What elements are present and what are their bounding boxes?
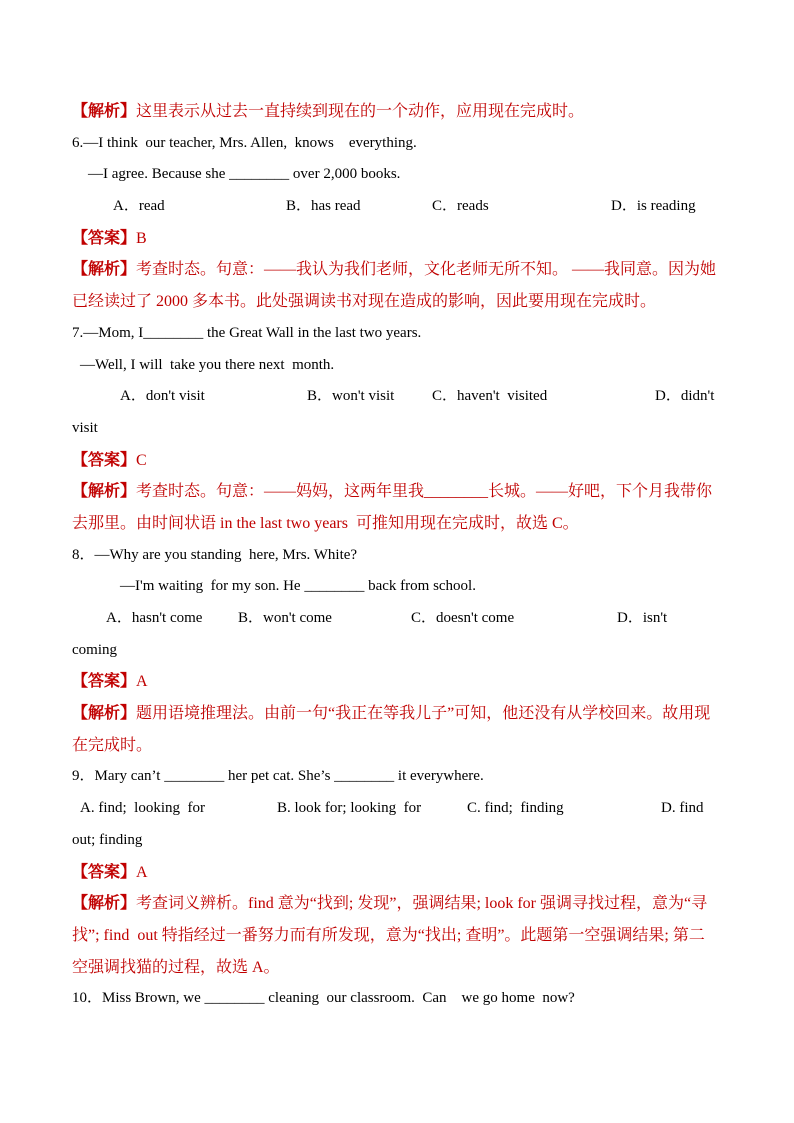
- analysis-body: 考查词义辨析。find 意为“找到; 发现”，强调结果; look for 强调寻找过程，意为“寻: [136, 895, 708, 913]
- option-a: A．read: [113, 198, 165, 215]
- question-8-options: [0, 603, 794, 635]
- answer-text: [72, 666, 148, 698]
- answer-value: A: [136, 673, 148, 691]
- dialogue-reply: —Well, I will take you there next month.: [80, 356, 335, 373]
- question-8-dialogue: [0, 571, 794, 603]
- option-a: A．hasn't come: [106, 610, 203, 626]
- answer-label: 【答案】: [72, 673, 137, 691]
- question-9-answer: [0, 857, 794, 889]
- question-8-analysis: [0, 698, 794, 730]
- answer-value: C: [136, 451, 147, 469]
- question-6-options: [0, 191, 794, 223]
- question-8-analysis-cont: [0, 730, 794, 762]
- question-stem: 9．Mary can’t ________ her pet cat. She’s ________ it everywhere.: [72, 768, 484, 785]
- analysis-label: 【解析】: [72, 261, 137, 279]
- analysis-body: 空强调找猫的过程，故选 A。: [72, 958, 280, 976]
- question-9-analysis: [0, 888, 794, 920]
- analysis-body: 考查时态。句意：——我认为我们老师，文化老师无所不知。 ——我同意。因为她: [136, 261, 717, 279]
- exercise-content: [0, 96, 794, 1015]
- analysis-line: [0, 96, 794, 128]
- option-d: D. find: [661, 800, 704, 817]
- answer-label: 【答案】: [72, 229, 137, 247]
- option-c: C．haven't visited: [432, 388, 548, 405]
- question-8-stem: [0, 540, 794, 572]
- analysis-label: 【解析】: [72, 103, 137, 120]
- analysis-label: 【解析】: [72, 705, 137, 723]
- analysis-label: 【解析】: [72, 895, 137, 913]
- answer-value: A: [136, 863, 148, 881]
- option-c: C．doesn't come: [411, 610, 515, 626]
- question-stem: 10．Miss Brown, we ________ cleaning our classroom. Can we go home now?: [72, 990, 575, 1007]
- question-9-options-wrap: [0, 825, 794, 857]
- analysis-body: 题用语境推理法。由前一句“我正在等我儿子”可知，他还没有从学校回来。故用现: [136, 705, 711, 723]
- answer-label: 【答案】: [72, 451, 137, 469]
- analysis-body: 考查时态。句意：——妈妈，这两年里我________长城。——好吧，下个月我带你: [136, 483, 713, 501]
- analysis-text: [72, 96, 584, 128]
- question-7-answer: [0, 445, 794, 477]
- question-stem: 8．—Why are you standing here, Mrs. White?: [72, 546, 358, 563]
- question-9-stem: [0, 761, 794, 793]
- option-c: C．reads: [432, 198, 489, 215]
- option-b: B．has read: [286, 198, 361, 215]
- analysis-text: [72, 254, 716, 286]
- answer-text: [72, 857, 148, 889]
- answer-text: [72, 445, 147, 477]
- option-b: B．won't come: [238, 610, 332, 626]
- dialogue-reply: —I'm waiting for my son. He ________ back from school.: [120, 578, 476, 595]
- question-8-answer: [0, 666, 794, 698]
- question-6-stem: [0, 128, 794, 160]
- question-7-analysis: [0, 476, 794, 508]
- option-b: B. look for; looking for: [277, 800, 422, 817]
- analysis-text: [72, 698, 710, 730]
- question-stem: 7.—Mom, I________ the Great Wall in the last two years.: [72, 324, 422, 341]
- question-7-dialogue: [0, 350, 794, 382]
- analysis-label: 【解析】: [72, 483, 137, 501]
- option-d: D．is reading: [611, 198, 696, 215]
- question-6-analysis: [0, 254, 794, 286]
- question-9-analysis-cont: [0, 952, 794, 984]
- option-d-continued: visit: [72, 419, 98, 436]
- analysis-body: 已经读过了 2000 多本书。此处强调读书对现在造成的影响，因此要用现在完成时。: [72, 293, 657, 311]
- question-9-options: [0, 793, 794, 825]
- option-d: D．isn't: [617, 610, 668, 626]
- analysis-text: [72, 476, 712, 508]
- analysis-body: 找”; find out 特指经过一番努力而有所发现，意为“找出; 查明”。此题第一空强调结果; 第二: [72, 926, 705, 944]
- question-7-stem: [0, 318, 794, 350]
- question-6-dialogue: [0, 159, 794, 191]
- answer-label: 【答案】: [72, 863, 137, 881]
- question-7-analysis-cont: [0, 508, 794, 540]
- option-c: C. find; finding: [467, 800, 564, 817]
- analysis-body: 在完成时。: [72, 736, 153, 754]
- question-7-options: [0, 381, 794, 413]
- analysis-text: [72, 888, 707, 920]
- question-8-options-wrap: [0, 635, 794, 667]
- option-b: B．won't visit: [307, 388, 395, 405]
- option-d-continued: out; finding: [72, 831, 143, 848]
- question-6-analysis-cont: [0, 286, 794, 318]
- option-d-continued: coming: [72, 641, 117, 658]
- question-9-analysis-cont: [0, 920, 794, 952]
- option-d: D．didn't: [655, 388, 715, 405]
- analysis-body: 去那里。由时间状语 in the last two years 可推知用现在完成时，故选 C。: [72, 514, 579, 532]
- question-7-options-wrap: [0, 413, 794, 445]
- question-6-answer: [0, 223, 794, 255]
- dialogue-reply: —I agree. Because she ________ over 2,000 books.: [88, 166, 401, 183]
- answer-value: B: [136, 229, 147, 247]
- option-a: A．don't visit: [120, 388, 205, 405]
- option-a: A. find; looking for: [80, 800, 205, 817]
- question-stem: 6.—I think our teacher, Mrs. Allen, knows everything.: [72, 134, 417, 151]
- question-10-stem: [0, 983, 794, 1015]
- analysis-body: 这里表示从过去一直持续到现在的一个动作，应用现在完成时。: [136, 103, 585, 120]
- answer-text: [72, 223, 147, 255]
